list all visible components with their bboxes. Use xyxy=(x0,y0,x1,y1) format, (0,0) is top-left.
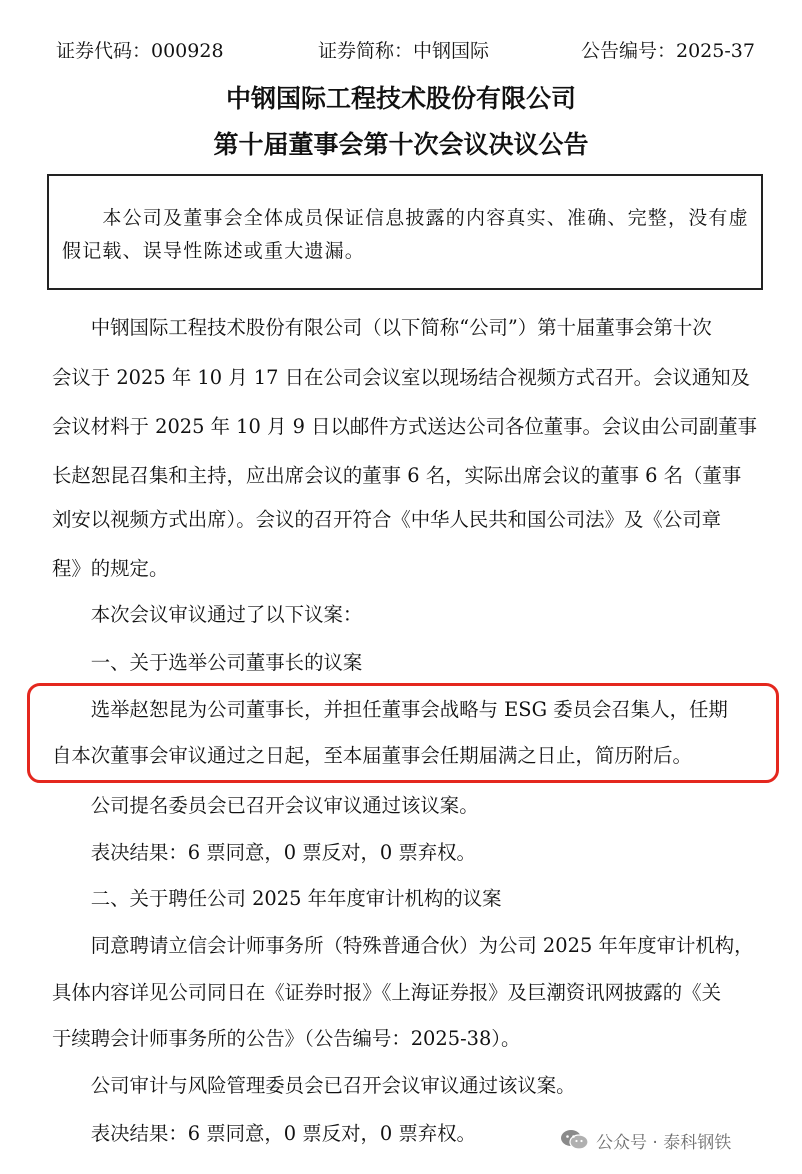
vote-result: 表决结果：6 票同意，0 票反对，0 票弃权。 xyxy=(52,841,476,864)
highlighted-line: 自本次董事会审议通过之日起，至本届董事会任期届满之日止，简历附后。 xyxy=(52,744,692,767)
paragraph-line: 长赵恕昆召集和主持，应出席会议的董事 6 名，实际出席会议的董事 6 名（董事 xyxy=(52,464,742,487)
highlighted-line: 选举赵恕昆为公司董事长，并担任董事会战略与 ESG 委员会召集人，任期 xyxy=(52,698,728,721)
security-short-name: 证券简称：中钢国际 xyxy=(318,40,490,62)
disclaimer-text xyxy=(62,202,752,268)
paragraph-line: 会议材料于 2025 年 10 月 9 日以邮件方式送达公司各位董事。会议由公司副董事 xyxy=(52,415,758,438)
notice-number: 公告编号：2025-37 xyxy=(581,40,755,62)
paragraph-line: 程》的规定。 xyxy=(52,557,169,580)
security-code: 证券代码：000928 xyxy=(56,40,224,62)
watermark-text: 公众号 · 泰科钢铁 xyxy=(596,1132,732,1153)
paragraph-line: 中钢国际工程技术股份有限公司（以下简称“公司”）第十届董事会第十次 xyxy=(52,316,712,339)
paragraph-line: 具体内容详见公司同日在《证券时报》《上海证券报》及巨潮资讯网披露的《关 xyxy=(52,981,721,1004)
paragraph-line: 刘安以视频方式出席）。会议的召开符合《中华人民共和国公司法》及《公司章 xyxy=(52,508,721,531)
paragraph-line: 于续聘会计师事务所的公告》（公告编号：2025-38）。 xyxy=(52,1027,521,1050)
section-heading: 二、关于聘任公司 2025 年年度审计机构的议案 xyxy=(52,887,502,910)
watermark xyxy=(560,1124,731,1156)
paragraph-line: 公司提名委员会已召开会议审议通过该议案。 xyxy=(52,794,479,817)
section-heading: 一、关于选举公司董事长的议案 xyxy=(52,651,363,674)
wechat-icon xyxy=(560,1128,590,1152)
paragraph-line: 公司审计与风险管理委员会已召开会议审议通过该议案。 xyxy=(52,1074,576,1097)
disclaimer-line: 本公司及董事会全体成员保证信息披露的内容真实、准确、完整，没有虚 xyxy=(62,207,749,229)
paragraph-line: 会议于 2025 年 10 月 17 日在公司会议室以现场结合视频方式召开。会议通知及 xyxy=(52,366,751,389)
company-title: 中钢国际工程技术股份有限公司 xyxy=(225,84,576,113)
announcement-title: 第十届董事会第十次会议决议公告 xyxy=(213,130,589,159)
vote-result: 表决结果：6 票同意，0 票反对，0 票弃权。 xyxy=(52,1122,476,1145)
paragraph-line: 本次会议审议通过了以下议案： xyxy=(52,603,363,626)
disclaimer-line: 假记载、误导性陈述或重大遗漏。 xyxy=(62,240,366,262)
paragraph-line: 同意聘请立信会计师事务所（特殊普通合伙）为公司 2025 年年度审计机构， xyxy=(52,934,754,957)
disclaimer-box xyxy=(47,174,763,290)
